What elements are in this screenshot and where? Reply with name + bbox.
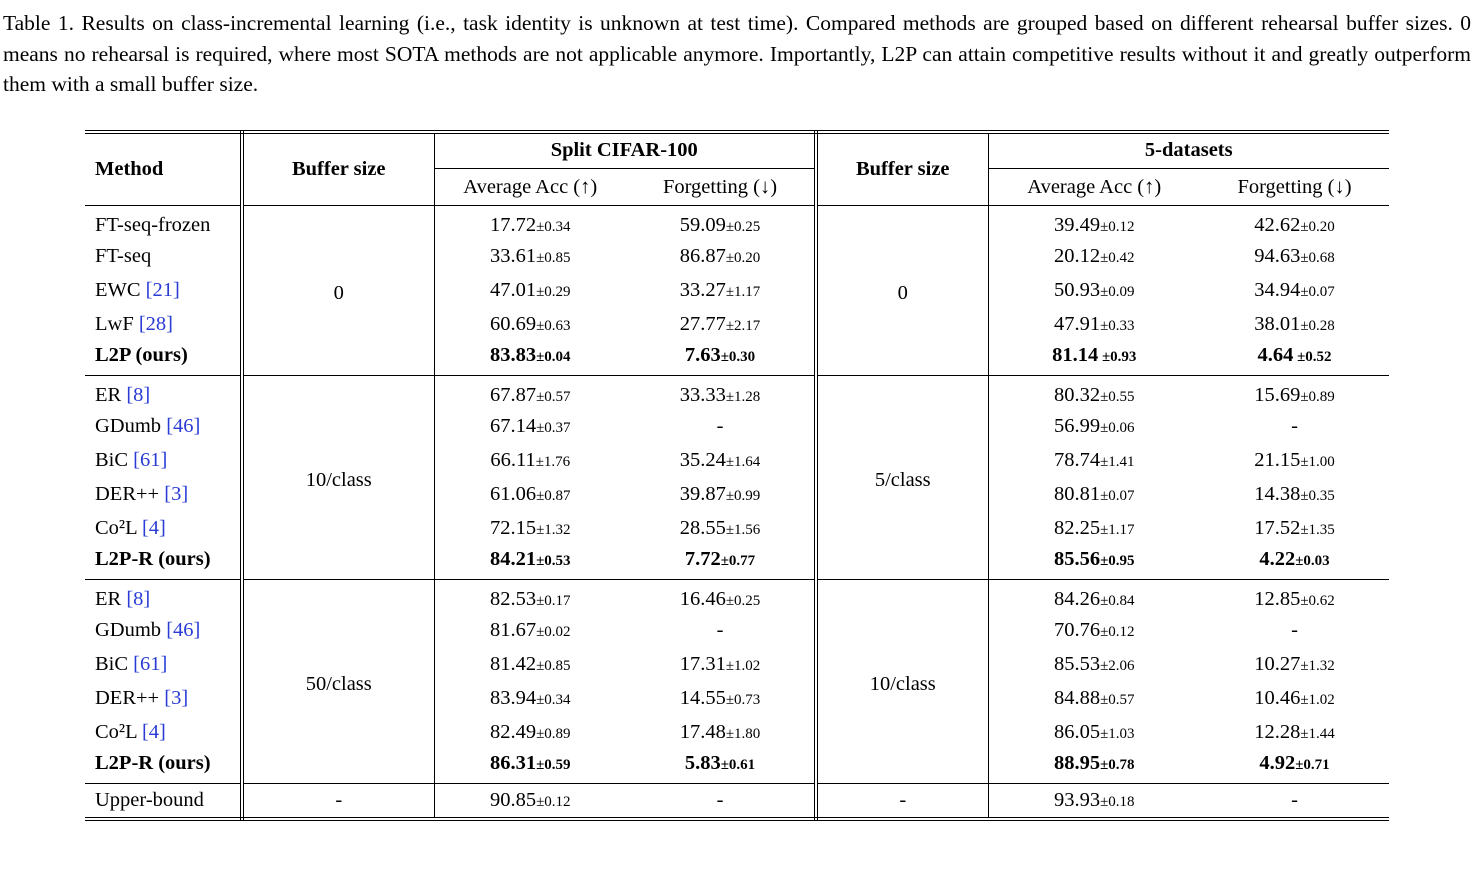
cifar-forgetting-cell [626,240,816,274]
std-dev-value: ±0.68 [1300,250,1335,267]
std-dev-value: ±0.34 [536,692,571,709]
fivedatasets-average-acc-cell [988,308,1200,342]
fivedatasets-forgetting-cell [1200,376,1389,410]
buffer-size-cell-5datasets: 5/class [816,376,988,580]
metric-value: 21.15 [1254,449,1301,472]
std-dev-value: ±0.78 [1100,757,1135,774]
metric-value: 84.88 [1053,687,1101,710]
metric-value: 28.55 [679,517,726,540]
std-dev-value: ±0.37 [536,420,571,437]
citation-link[interactable]: [28] [138,313,174,336]
std-dev-value: ±0.33 [1100,318,1135,335]
std-dev-value: ±2.06 [1100,658,1135,675]
cifar-forgetting-cell [626,716,816,750]
cifar-forgetting-cell [626,784,816,820]
method-cell [85,580,242,614]
citation-link[interactable]: [46] [166,415,201,438]
metric-value: 20.12 [1053,245,1101,268]
col-header-cifar-average-acc: Average Acc (↑) [434,169,626,206]
metric-value: - [716,619,724,642]
citation-link[interactable]: [61] [133,653,168,676]
fivedatasets-average-acc-cell [988,376,1200,410]
table-caption [3,8,1471,100]
std-dev-value: ±0.18 [1100,794,1135,811]
metric-value: 17.52 [1254,517,1301,540]
metric-value: 17.72 [489,213,537,236]
cifar-forgetting-cell [626,580,816,614]
std-dev-value: ±0.20 [725,250,761,267]
fivedatasets-average-acc-cell [988,682,1200,716]
method-name: FT-seq-frozen [95,213,211,236]
method-cell [85,614,242,648]
metric-value: 86.05 [1053,721,1101,744]
buffer-size-cell-5datasets: - [816,784,988,820]
std-dev-value: ±0.06 [1100,420,1135,437]
fivedatasets-average-acc-cell [988,580,1200,614]
metric-value: 84.26 [1053,587,1101,610]
std-dev-value: ±0.61 [720,757,756,774]
metric-value: 67.14 [489,415,537,438]
metric-value: 67.87 [489,383,537,406]
fivedatasets-forgetting-cell [1200,206,1389,240]
col-header-split-cifar-100: Split CIFAR-100 [434,132,816,169]
metric-value: 33.27 [679,279,726,302]
fivedatasets-average-acc-cell [988,546,1200,580]
metric-value: 60.69 [489,313,537,336]
method-name: L2P (ours) [95,344,188,367]
std-dev-value: ±0.53 [536,553,571,570]
metric-value: 33.33 [679,383,726,406]
std-dev-value: ±0.04 [536,349,571,366]
metric-value: - [716,415,724,438]
table-row [85,206,1389,240]
metric-value: 59.09 [679,213,726,236]
col-header-buffer-size-cifar: Buffer size [242,132,434,206]
std-dev-value: ±0.95 [1100,553,1135,570]
metric-value: 81.14 [1052,344,1099,367]
metric-value: 86.31 [489,752,537,775]
metric-value: 88.95 [1053,752,1101,775]
std-dev-value: ±1.32 [1300,658,1335,675]
method-name: BiC [95,449,129,472]
metric-value: - [1291,789,1298,812]
method-cell [85,478,242,512]
cifar-forgetting-cell [626,274,816,308]
cifar-forgetting-cell [626,512,816,546]
citation-link[interactable]: [4] [141,517,166,540]
method-cell [85,376,242,410]
col-header-method: Method [85,132,242,206]
metric-value: 12.28 [1254,721,1301,744]
metric-value: 12.85 [1254,587,1301,610]
method-name: BiC [95,653,129,676]
fivedatasets-forgetting-cell [1200,512,1389,546]
cifar-average-acc-cell [434,784,626,820]
fivedatasets-forgetting-cell [1200,308,1389,342]
metric-value: 82.25 [1053,517,1101,540]
metric-value: 10.27 [1254,653,1301,676]
fivedatasets-forgetting-cell [1200,546,1389,580]
table-container [3,130,1471,822]
table-row [85,376,1389,410]
cifar-average-acc-cell [434,274,626,308]
method-cell [85,308,242,342]
method-cell [85,512,242,546]
std-dev-value: ±0.52 [1293,349,1332,366]
metric-value: 70.76 [1053,619,1101,642]
fivedatasets-average-acc-cell [988,512,1200,546]
method-name: EWC [95,279,141,302]
table-row [85,580,1389,614]
cifar-average-acc-cell [434,206,626,240]
metric-value: 4.22 [1259,548,1296,571]
fivedatasets-average-acc-cell [988,784,1200,820]
metric-value: 80.32 [1053,383,1101,406]
metric-value: 47.01 [489,279,537,302]
metric-value: - [716,789,724,812]
std-dev-value: ±0.89 [536,726,571,743]
fivedatasets-forgetting-cell [1200,750,1389,784]
std-dev-value: ±0.93 [1098,349,1137,366]
std-dev-value: ±0.63 [536,318,571,335]
metric-value: 90.85 [489,789,537,812]
cifar-forgetting-cell [626,206,816,240]
std-dev-value: ±2.17 [725,318,761,335]
fivedatasets-average-acc-cell [988,614,1200,648]
metric-value: 85.53 [1053,653,1101,676]
cifar-average-acc-cell [434,682,626,716]
metric-value: 16.46 [679,587,726,610]
std-dev-value: ±1.03 [1100,726,1135,743]
method-name: GDumb [95,619,162,642]
cifar-average-acc-cell [434,308,626,342]
std-dev-value: ±0.85 [536,658,571,675]
cifar-average-acc-cell [434,580,626,614]
method-name: LwF [95,313,134,336]
method-name: DER++ [95,687,160,710]
method-name: Co²L [95,517,137,540]
metric-value: 14.38 [1254,483,1301,506]
metric-value: 80.81 [1053,483,1101,506]
std-dev-value: ±0.34 [536,218,571,235]
method-cell [85,648,242,682]
metric-value: 17.48 [679,721,726,744]
cifar-forgetting-cell [626,410,816,444]
std-dev-value: ±0.55 [1100,388,1135,405]
metric-value: 4.92 [1259,752,1296,775]
buffer-size-cell-cifar: - [242,784,434,820]
cifar-average-acc-cell [434,410,626,444]
std-dev-value: ±1.35 [1300,522,1335,539]
col-header-buffer-size-5datasets: Buffer size [816,132,988,206]
std-dev-value: ±0.12 [1100,218,1135,235]
col-header-5datasets-forgetting: Forgetting (↓) [1200,169,1389,206]
metric-value: 5.83 [684,752,721,775]
method-cell [85,410,242,444]
method-name: FT-seq [95,245,152,268]
citation-link[interactable]: [61] [133,449,168,472]
std-dev-value: ±0.57 [1100,692,1135,709]
std-dev-value: ±0.29 [536,284,571,301]
std-dev-value: ±0.07 [1100,488,1135,505]
metric-value: 35.24 [679,449,726,472]
fivedatasets-forgetting-cell [1200,478,1389,512]
col-header-cifar-forgetting: Forgetting (↓) [626,169,816,206]
metric-value: 81.67 [489,619,537,642]
buffer-size-cell-cifar: 0 [242,206,434,376]
std-dev-value: ±0.09 [1100,284,1135,301]
cifar-forgetting-cell [626,444,816,478]
method-cell [85,546,242,580]
method-cell [85,342,242,376]
method-name: ER [95,383,122,406]
std-dev-value: ±0.77 [720,553,756,570]
metric-value: 85.56 [1053,548,1101,571]
std-dev-value: ±0.84 [1100,592,1135,609]
metric-value: 34.94 [1254,279,1301,302]
metric-value: 94.63 [1254,245,1301,268]
metric-value: 93.93 [1053,789,1101,812]
cifar-forgetting-cell [626,342,816,376]
fivedatasets-average-acc-cell [988,716,1200,750]
metric-value: 82.53 [489,587,537,610]
method-name: ER [95,587,122,610]
std-dev-value: ±0.02 [536,624,571,641]
metric-value: 50.93 [1053,279,1101,302]
fivedatasets-forgetting-cell [1200,410,1389,444]
cifar-average-acc-cell [434,240,626,274]
metric-value: 4.64 [1257,344,1294,367]
cifar-forgetting-cell [626,682,816,716]
metric-value: 42.62 [1254,213,1301,236]
method-cell [85,240,242,274]
cifar-forgetting-cell [626,750,816,784]
cifar-average-acc-cell [434,614,626,648]
std-dev-value: ±0.20 [1300,218,1335,235]
std-dev-value: ±1.32 [536,522,571,539]
metric-value: 27.77 [679,313,726,336]
caption-text: Results on class-incremental learning (i.e., task identity is unknown at test time). Compared methods are grouped based on different rehearsal buffer sizes. 0 means no rehearsal is required, where most SOTA methods are not applicable anymore. Importantly, L2P can attain competitive results without it and greatly outperform them with a small buffer size. [3,11,1471,97]
caption-label: Table 1. [3,11,74,35]
std-dev-value: ±1.56 [725,522,761,539]
fivedatasets-forgetting-cell [1200,274,1389,308]
std-dev-value: ±0.07 [1300,284,1335,301]
std-dev-value: ±0.71 [1295,757,1330,774]
metric-value: 14.55 [679,687,726,710]
metric-value: 56.99 [1053,415,1101,438]
citation-link[interactable]: [8] [126,383,151,406]
metric-value: 17.31 [679,653,726,676]
fivedatasets-forgetting-cell [1200,580,1389,614]
metric-value: 38.01 [1254,313,1301,336]
cifar-forgetting-cell [626,546,816,580]
buffer-size-cell-5datasets: 10/class [816,580,988,784]
cifar-average-acc-cell [434,750,626,784]
metric-value: 83.83 [489,344,537,367]
cifar-average-acc-cell [434,444,626,478]
fivedatasets-forgetting-cell [1200,444,1389,478]
fivedatasets-forgetting-cell [1200,614,1389,648]
fivedatasets-average-acc-cell [988,444,1200,478]
std-dev-value: ±0.12 [536,794,571,811]
method-cell [85,444,242,478]
col-header-5datasets-average-acc: Average Acc (↑) [988,169,1200,206]
metric-value: - [1291,415,1298,438]
method-name: L2P-R (ours) [95,548,211,571]
metric-value: 47.91 [1053,313,1101,336]
std-dev-value: ±0.35 [1300,488,1335,505]
fivedatasets-average-acc-cell [988,342,1200,376]
cifar-average-acc-cell [434,648,626,682]
metric-value: 39.49 [1053,213,1101,236]
fivedatasets-forgetting-cell [1200,784,1389,820]
citation-link[interactable]: [3] [164,483,189,506]
method-cell [85,682,242,716]
cifar-average-acc-cell [434,478,626,512]
metric-value: 7.63 [684,344,721,367]
std-dev-value: ±1.17 [1100,522,1135,539]
fivedatasets-forgetting-cell [1200,342,1389,376]
cifar-forgetting-cell [626,648,816,682]
metric-value: - [1291,619,1298,642]
fivedatasets-average-acc-cell [988,274,1200,308]
buffer-size-cell-5datasets: 0 [816,206,988,376]
metric-value: 82.49 [489,721,537,744]
metric-value: 72.15 [489,517,537,540]
citation-link[interactable]: [21] [145,279,180,302]
fivedatasets-average-acc-cell [988,240,1200,274]
fivedatasets-average-acc-cell [988,478,1200,512]
method-name: L2P-R (ours) [95,752,211,775]
cifar-forgetting-cell [626,376,816,410]
std-dev-value: ±0.42 [1100,250,1135,267]
std-dev-value: ±1.41 [1100,454,1135,471]
std-dev-value: ±1.00 [1300,454,1335,471]
std-dev-value: ±1.76 [535,454,571,471]
citation-link[interactable]: [8] [126,587,151,610]
metric-value: 7.72 [684,548,721,571]
method-cell [85,784,242,820]
std-dev-value: ±0.12 [1100,624,1135,641]
metric-value: 84.21 [489,548,537,571]
buffer-size-cell-cifar: 50/class [242,580,434,784]
metric-value: 15.69 [1254,383,1301,406]
method-name: DER++ [95,483,160,506]
table-header [85,132,1389,206]
metric-value: 81.42 [489,653,537,676]
std-dev-value: ±0.57 [536,388,571,405]
cifar-average-acc-cell [434,512,626,546]
std-dev-value: ±0.85 [536,250,571,267]
method-cell [85,206,242,240]
metric-value: 83.94 [489,687,537,710]
cifar-average-acc-cell [434,546,626,580]
fivedatasets-average-acc-cell [988,206,1200,240]
cifar-average-acc-cell [434,342,626,376]
metric-value: 66.11 [490,449,536,472]
std-dev-value: ±0.99 [725,488,761,505]
method-cell [85,716,242,750]
metric-value: 39.87 [679,483,726,506]
buffer-size-cell-cifar: 10/class [242,376,434,580]
cifar-forgetting-cell [626,478,816,512]
metric-value: 10.46 [1254,687,1301,710]
std-dev-value: ±1.02 [1300,692,1335,709]
table-row [85,784,1389,820]
fivedatasets-forgetting-cell [1200,716,1389,750]
results-table [85,130,1389,822]
std-dev-value: ±0.89 [1300,388,1335,405]
fivedatasets-forgetting-cell [1200,648,1389,682]
std-dev-value: ±0.17 [536,592,571,609]
std-dev-value: ±0.25 [725,592,761,609]
citation-link[interactable]: [4] [141,721,166,744]
metric-value: 61.06 [489,483,537,506]
method-name: Co²L [95,721,137,744]
metric-value: 78.74 [1053,449,1101,472]
std-dev-value: ±1.64 [725,454,761,471]
fivedatasets-average-acc-cell [988,410,1200,444]
cifar-forgetting-cell [626,308,816,342]
method-cell [85,274,242,308]
std-dev-value: ±0.28 [1300,318,1335,335]
fivedatasets-forgetting-cell [1200,682,1389,716]
std-dev-value: ±0.30 [720,349,756,366]
method-name: Upper-bound [95,789,204,812]
std-dev-value: ±0.73 [725,692,761,709]
col-header-5-datasets: 5-datasets [988,132,1389,169]
metric-value: 86.87 [679,245,726,268]
std-dev-value: ±1.80 [725,726,761,743]
std-dev-value: ±1.02 [725,658,761,675]
fivedatasets-average-acc-cell [988,648,1200,682]
fivedatasets-average-acc-cell [988,750,1200,784]
std-dev-value: ±0.03 [1295,553,1330,570]
cifar-average-acc-cell [434,376,626,410]
cifar-average-acc-cell [434,716,626,750]
citation-link[interactable]: [3] [164,687,189,710]
std-dev-value: ±0.87 [536,488,571,505]
std-dev-value: ±1.44 [1300,726,1335,743]
std-dev-value: ±0.59 [536,757,571,774]
fivedatasets-forgetting-cell [1200,240,1389,274]
std-dev-value: ±1.28 [725,388,761,405]
std-dev-value: ±0.62 [1300,592,1335,609]
std-dev-value: ±0.25 [725,218,761,235]
method-name: GDumb [95,415,162,438]
metric-value: 33.61 [489,245,537,268]
cifar-forgetting-cell [626,614,816,648]
method-cell [85,750,242,784]
header-row-titles [85,132,1389,169]
std-dev-value: ±1.17 [725,284,761,301]
table-body [85,206,1389,820]
citation-link[interactable]: [46] [166,619,201,642]
